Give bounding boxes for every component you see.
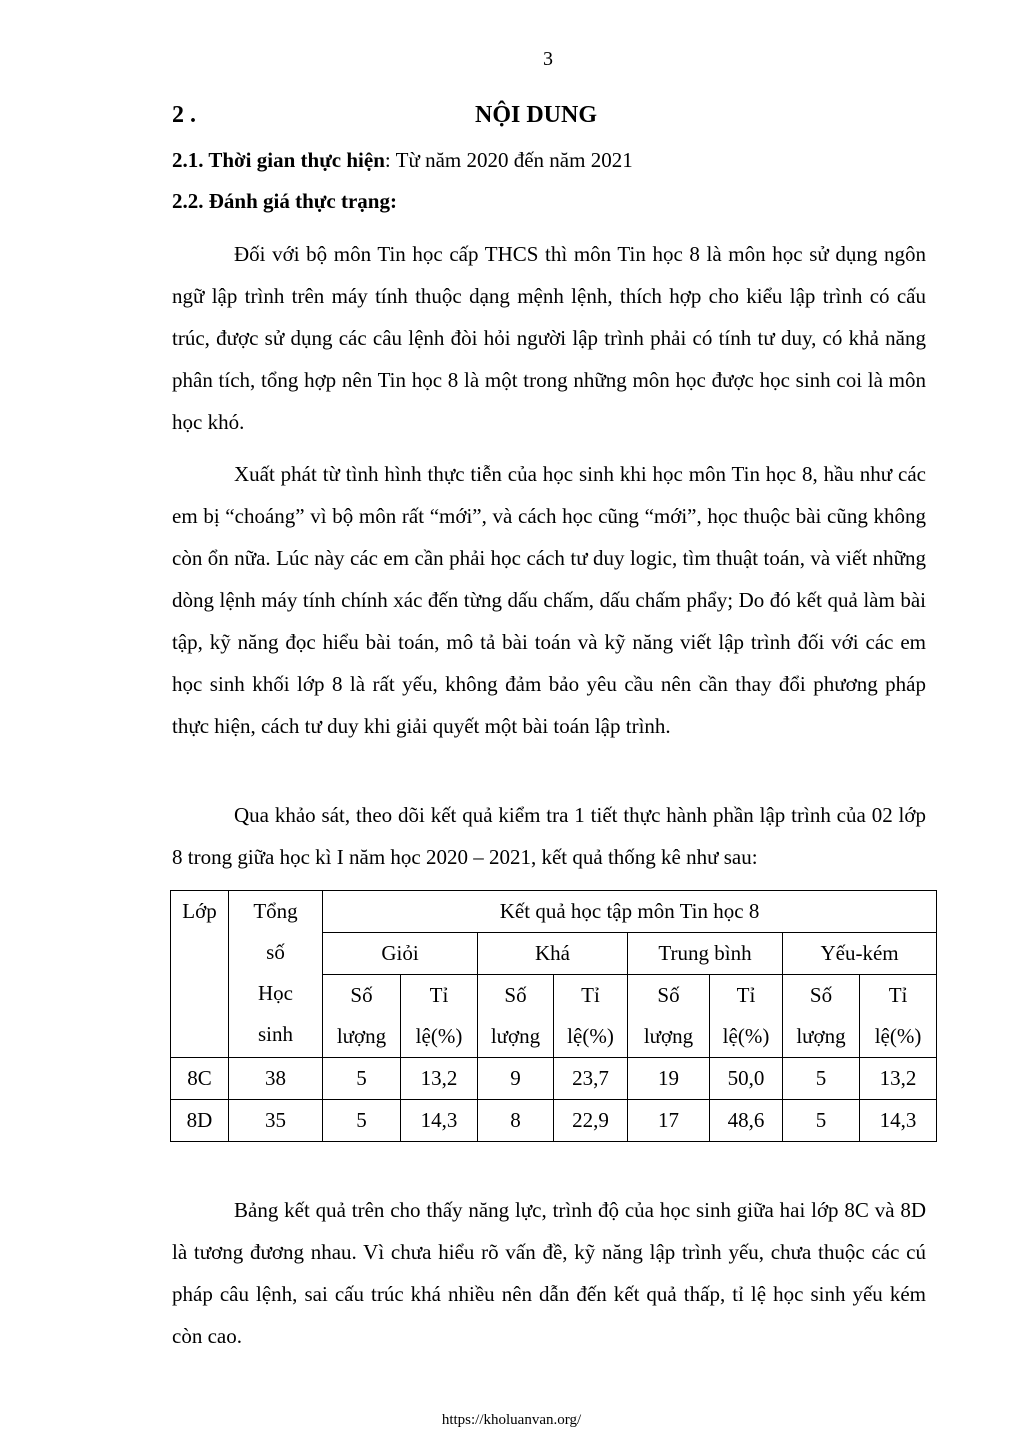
header-count-yeu-kem: Số lượng: [783, 975, 860, 1058]
header-count-kha: Số lượng: [478, 975, 554, 1058]
paragraph-3: Qua khảo sát, theo dõi kết quả kiểm tra 1 tiết thực hành phần lập trình của 02 lớp 8 trong giữa học kì I năm học 2020 – 2021, kết quả thống kê như sau:: [172, 803, 926, 869]
header-count-gioi: Số lượng: [323, 975, 401, 1058]
table-cell: 13,2: [860, 1058, 937, 1100]
footer-url: https://kholuanvan.org/: [441, 1412, 582, 1428]
table-cell: 13,2: [401, 1058, 478, 1100]
section-title: NỘI DUNG: [475, 102, 598, 128]
table-row: [171, 1058, 937, 1100]
subheading-assessment: [172, 189, 397, 214]
header-rate-gioi: Tỉ lệ(%): [401, 975, 478, 1058]
subheading-assessment-label: 2.2. Đánh giá thực trạng:: [172, 189, 397, 213]
subheading-time-label: 2.1. Thời gian thực hiện: [172, 148, 385, 172]
table-cell: 17: [628, 1100, 710, 1142]
header-gioi: Giỏi: [323, 933, 478, 975]
table-cell: 23,7: [554, 1058, 628, 1100]
paragraph-4: Bảng kết quả trên cho thấy năng lực, trình độ của học sinh giữa hai lớp 8C và 8D là tương đương nhau. Vì chưa hiểu rõ vấn đề, kỹ năng lập trình yếu, chưa thuộc các cú pháp câu lệnh, sai cấu trúc khá nhiều nên dẫn đến kết quả thấp, tỉ lệ học sinh yếu kém còn cao.: [172, 1198, 926, 1348]
table-cell: 14,3: [401, 1100, 478, 1142]
table-cell: 50,0: [710, 1058, 783, 1100]
section-number: 2 .: [172, 102, 196, 128]
table-cell: 14,3: [860, 1100, 937, 1142]
subheading-time-text: : Từ năm 2020 đến năm 2021: [384, 148, 633, 172]
section-heading: [172, 102, 926, 132]
table-cell: 5: [323, 1058, 401, 1100]
table-cell: 8C: [171, 1058, 229, 1100]
table-cell: 5: [783, 1058, 860, 1100]
header-group-title: Kết quả học tập môn Tin học 8: [323, 891, 937, 933]
table-cell: 9: [478, 1058, 554, 1100]
header-trung-binh: Trung bình: [628, 933, 783, 975]
table-cell: 8: [478, 1100, 554, 1142]
table-cell: 35: [229, 1100, 323, 1142]
header-yeu-kem: Yếu-kém: [783, 933, 937, 975]
header-count-trung-binh: Số lượng: [628, 975, 710, 1058]
paragraph-2: Xuất phát từ tình hình thực tiễn của học sinh khi học môn Tin học 8, hầu như các em bị “choáng” vì bộ môn rất “mới”, và cách học cũng “mới”, học thuộc bài cũng không còn ổn nữa. Lúc này các em cần phải học cách tư duy logic, tìm thuật toán, và viết những dòng lệnh máy tính chính xác đến từng dấu chấm, dấu chấm phẩy; Do đó kết quả làm bài tập, kỹ năng đọc hiểu bài toán, mô tả bài toán và kỹ năng viết lập trình đối với các em học sinh khối lớp 8 là rất yếu, không đảm bảo yêu cầu nên cần thay đổi phương pháp thực hiện, cách tư duy khi giải quyết một bài toán lập trình.: [172, 462, 926, 738]
header-rate-yeu-kem: Tỉ lệ(%): [860, 975, 937, 1058]
table-cell: 48,6: [710, 1100, 783, 1142]
header-total: Tổng số Học sinh: [229, 891, 323, 1058]
header-rate-kha: Tỉ lệ(%): [554, 975, 628, 1058]
header-class: Lớp: [171, 891, 229, 1058]
table-cell: 38: [229, 1058, 323, 1100]
table-row: [171, 1100, 937, 1142]
table-cell: 22,9: [554, 1100, 628, 1142]
table-cell: 5: [783, 1100, 860, 1142]
page-number: 3: [543, 48, 553, 70]
subheading-time: [172, 148, 633, 173]
header-kha: Khá: [478, 933, 628, 975]
table-cell: 8D: [171, 1100, 229, 1142]
paragraph-1: Đối với bộ môn Tin học cấp THCS thì môn Tin học 8 là môn học sử dụng ngôn ngữ lập trình trên máy tính thuộc dạng mệnh lệnh, thích hợp cho kiểu lập trình có cấu trúc, được sử dụng các câu lệnh đòi hỏi người lập trình phải có tính tư duy, có khả năng phân tích, tổng hợp nên Tin học 8 là một trong những môn học được học sinh coi là môn học khó.: [172, 242, 926, 434]
header-rate-trung-binh: Tỉ lệ(%): [710, 975, 783, 1058]
results-table: [170, 890, 937, 1142]
table-header-row-1: [171, 891, 937, 933]
table-cell: 19: [628, 1058, 710, 1100]
table-cell: 5: [323, 1100, 401, 1142]
